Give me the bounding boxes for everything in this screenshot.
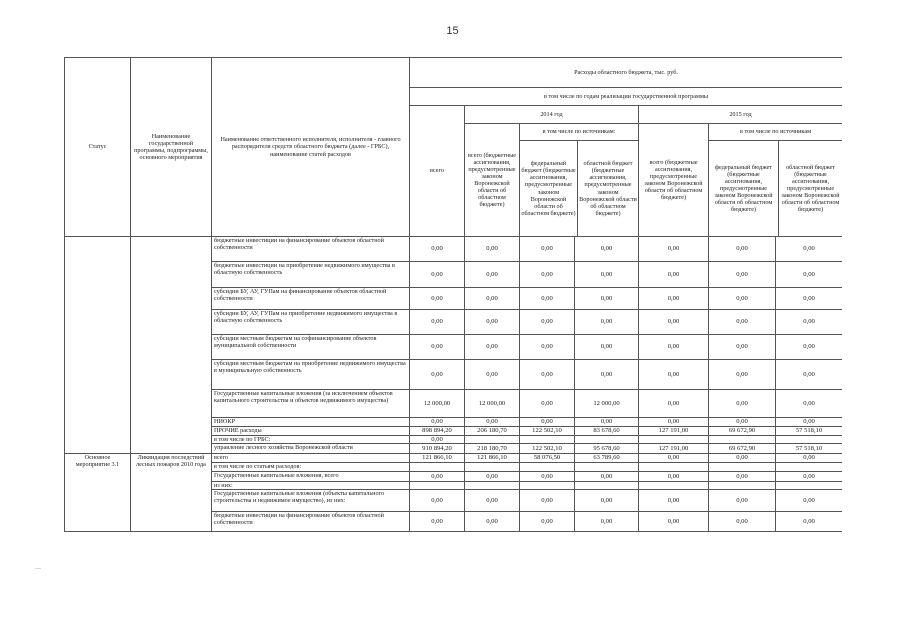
- row-label: из них:: [212, 482, 410, 490]
- cell-2015-regional: 0,00: [776, 472, 843, 482]
- table-row: [65, 454, 843, 463]
- cell-2014-regional: 0,00: [575, 262, 639, 288]
- cell-2015-regional: 0,00: [776, 454, 843, 463]
- header-executor: Наименование ответственного исполнителя, исполнителя - главного распорядителя средств областного бюджета (далее - ГРБС), наименование статей расходов: [212, 58, 410, 237]
- cell-2015-federal: [709, 463, 776, 472]
- cell-2015-regional: 0,00: [776, 418, 843, 427]
- table-row: [65, 237, 843, 262]
- cell-total: 0,00: [410, 512, 465, 532]
- cell-2014-federal: 0,00: [520, 472, 575, 482]
- cell-2015-total: [639, 435, 709, 444]
- cell-2014-total: 0,00: [465, 360, 520, 390]
- cell-2014-total: 121 866,10: [465, 454, 520, 463]
- activity-status: Основное мероприятие 3.1: [65, 454, 131, 532]
- cell-2014-federal: 0,00: [520, 418, 575, 427]
- header-2014-federal: федеральный бюджет (бюджетные ассигнования, предусмотренные законом Воронежской области об областном бюджете): [520, 141, 578, 236]
- cell-2015-regional: 57 518,10: [776, 426, 843, 435]
- cell-2015-federal: 0,00: [709, 262, 776, 288]
- cell-2014-federal: 122 502,10: [520, 426, 575, 435]
- cell-2015-federal: 0,00: [709, 454, 776, 463]
- cell-total: [410, 482, 465, 490]
- cell-total: 0,00: [410, 310, 465, 335]
- cell-2014-federal: 122 502,10: [520, 444, 575, 454]
- cell-2014-regional: 12 000,00: [575, 390, 639, 418]
- cell-2015-federal: 0,00: [709, 390, 776, 418]
- row-label: всего: [212, 454, 410, 463]
- cell-2014-total: 0,00: [465, 288, 520, 310]
- row-label: субсидии местным бюджетам на софинансирование объектов муниципальной собственности: [212, 335, 410, 360]
- header-status: Статус: [65, 58, 131, 237]
- cell-2015-total: 0,00: [639, 360, 709, 390]
- cell-2014-regional: [575, 482, 639, 490]
- page-number: 15: [446, 25, 459, 37]
- cell-total: [410, 463, 465, 472]
- row-label: в том числе по статьям расходов:: [212, 463, 410, 472]
- cell-total: 0,00: [410, 490, 465, 512]
- header-expenses: Расходы областного бюджета, тыс. руб.: [410, 58, 843, 88]
- budget-table: [64, 57, 842, 532]
- cell-2015-regional: 0,00: [776, 490, 843, 512]
- cell-2015-federal: 0,00: [709, 360, 776, 390]
- cell-total: 0,00: [410, 418, 465, 427]
- cell-total: 0,00: [410, 335, 465, 360]
- cell-2015-total: 0,00: [639, 418, 709, 427]
- cell-2015-total: 0,00: [639, 237, 709, 262]
- row-label: субсидии БУ, АУ, ГУПам на финансирование объектов областной собственности: [212, 288, 410, 310]
- cell-total: 0,00: [410, 288, 465, 310]
- cell-total: 12 000,00: [410, 390, 465, 418]
- cell-2015-federal: 0,00: [709, 418, 776, 427]
- cell-2014-total: 206 180,70: [465, 426, 520, 435]
- cell-2014-federal: 0,00: [520, 490, 575, 512]
- header-2014-sources: в том числе по источникам:: [520, 124, 638, 141]
- cell-2014-total: [465, 463, 520, 472]
- cell-2014-total: 218 180,70: [465, 444, 520, 454]
- cell-2014-federal: 0,00: [520, 512, 575, 532]
- cell-2015-total: [639, 482, 709, 490]
- cell-2015-regional: 0,00: [776, 335, 843, 360]
- cell-2015-federal: 0,00: [709, 288, 776, 310]
- cell-2014-total: 0,00: [465, 335, 520, 360]
- header-by-years: в том числе по годам реализации государственной программы: [410, 88, 843, 106]
- cell-2015-total: 0,00: [639, 335, 709, 360]
- cell-2014-federal: 0,00: [520, 262, 575, 288]
- cell-2014-total: 0,00: [465, 262, 520, 288]
- cell-2015-regional: [776, 482, 843, 490]
- cell-2015-total: 0,00: [639, 390, 709, 418]
- cell-2015-federal: 69 672,90: [709, 426, 776, 435]
- cell-2015-total: 0,00: [639, 490, 709, 512]
- cell-2015-total: 127 191,00: [639, 444, 709, 454]
- cell-2014-total: 0,00: [465, 472, 520, 482]
- cell-2014-total: 0,00: [465, 310, 520, 335]
- cell-2014-regional: 0,00: [575, 490, 639, 512]
- cell-2014-total: 0,00: [465, 237, 520, 262]
- budget-table-frame: [64, 57, 842, 568]
- cell-2015-total: 0,00: [639, 512, 709, 532]
- cell-2014-federal: [520, 435, 575, 444]
- main-rows: [65, 237, 843, 454]
- row-label: бюджетные инвестиции на приобретение недвижимого имущества в областную собственность: [212, 262, 410, 288]
- cell-2015-regional: 0,00: [776, 262, 843, 288]
- cell-2015-regional: 0,00: [776, 390, 843, 418]
- status-cell-empty: [65, 237, 131, 454]
- cell-2015-federal: 0,00: [709, 237, 776, 262]
- cell-total: 121 866,10: [410, 454, 465, 463]
- cell-2015-federal: 0,00: [709, 490, 776, 512]
- cell-2015-federal: 0,00: [709, 512, 776, 532]
- row-label: субсидии местным бюджетам на приобретение недвижимого имущества в муниципальную собственность: [212, 360, 410, 390]
- cell-2014-regional: 0,00: [575, 418, 639, 427]
- cell-2014-regional: [575, 435, 639, 444]
- row-label: Государственные капитальные вложения (за исключением объектов капитального строительства и объектов недвижимого имущества): [212, 390, 410, 418]
- cell-2014-federal: 0,00: [520, 335, 575, 360]
- header-total: всего: [410, 106, 465, 237]
- cell-2015-federal: 69 672,90: [709, 444, 776, 454]
- cell-2014-regional: 0,00: [575, 335, 639, 360]
- row-label: Государственные капитальные вложения, всего: [212, 472, 410, 482]
- header-year-2014: 2014 год: [465, 106, 639, 124]
- cell-2015-total: 0,00: [639, 288, 709, 310]
- cell-2015-federal: 0,00: [709, 335, 776, 360]
- activity-name: Ликвидация последствий лесных пожаров 2010 года: [131, 454, 212, 532]
- cell-2015-regional: [776, 463, 843, 472]
- cell-2015-regional: [776, 435, 843, 444]
- edge-mark: —: [35, 566, 41, 572]
- program-cell-empty: [131, 237, 212, 454]
- header-2015-regional: областной бюджет (бюджетные ассигнования, предусмотренные законом Воронежской области об областном бюджете): [781, 163, 840, 214]
- cell-2014-federal: [520, 482, 575, 490]
- cell-total: 898 894,20: [410, 426, 465, 435]
- cell-2014-federal: [520, 463, 575, 472]
- cell-2015-regional: 0,00: [776, 288, 843, 310]
- row-label: Государственные капитальные вложения (объекты капитального строительства и недвижимое имущество), из них:: [212, 490, 410, 512]
- cell-total: 0,00: [410, 360, 465, 390]
- cell-2014-regional: 0,00: [575, 360, 639, 390]
- header-2015-sources: в том числе по источникам: [709, 124, 842, 141]
- cell-2015-total: 0,00: [639, 262, 709, 288]
- cell-2015-total: 0,00: [639, 454, 709, 463]
- cell-2015-regional: 57 518,10: [776, 444, 843, 454]
- cell-2014-regional: 0,00: [575, 237, 639, 262]
- cell-2014-federal: 0,00: [520, 390, 575, 418]
- cell-2015-federal: 0,00: [709, 472, 776, 482]
- header-2014-regional: областной бюджет (бюджетные ассигнования, предусмотренные законом Воронежской области об областном бюджете): [579, 160, 637, 217]
- header-2015-total: всего (бюджетные ассигнования, предусмотренные законом Воронежской области об областном бюджете): [639, 124, 709, 237]
- cell-2014-regional: 0,00: [575, 512, 639, 532]
- row-label: управление лесного хозяйства Воронежской области: [212, 444, 410, 454]
- table-header: [65, 58, 843, 237]
- row-label: в том числе по ГРБС:: [212, 435, 410, 444]
- header-program-name: Наименование государственной программы, подпрограммы, основного мероприятия: [131, 58, 212, 237]
- cell-2014-regional: 0,00: [575, 310, 639, 335]
- row-label: НИОКР: [212, 418, 410, 427]
- row-label: бюджетные инвестиции на финансирование объектов областной собственности: [212, 512, 410, 532]
- cell-2015-regional: 0,00: [776, 237, 843, 262]
- cell-2014-regional: 0,00: [575, 288, 639, 310]
- cell-2014-federal: 0,00: [520, 360, 575, 390]
- cell-total: 0,00: [410, 472, 465, 482]
- cell-2014-total: [465, 435, 520, 444]
- cell-2015-regional: 0,00: [776, 310, 843, 335]
- row-label: субсидии БУ, АУ, ГУПам на приобретение недвижимого имущества в областную собственность: [212, 310, 410, 335]
- cell-2015-federal: [709, 435, 776, 444]
- cell-2015-federal: [709, 482, 776, 490]
- cell-total: 0,00: [410, 262, 465, 288]
- cell-2014-total: 0,00: [465, 512, 520, 532]
- cell-2014-regional: 0,00: [575, 472, 639, 482]
- cell-2015-federal: 0,00: [709, 310, 776, 335]
- cell-2015-regional: 0,00: [776, 360, 843, 390]
- row-label: бюджетные инвестиции на финансирование объектов областной собственности: [212, 237, 410, 262]
- cell-2015-total: 127 191,00: [639, 426, 709, 435]
- cell-2014-federal: 0,00: [520, 237, 575, 262]
- cell-total: 910 894,20: [410, 444, 465, 454]
- cell-2015-total: 0,00: [639, 472, 709, 482]
- cell-total: 0,00: [410, 237, 465, 262]
- cell-2014-federal: 58 076,50: [520, 454, 575, 463]
- cell-2014-regional: [575, 463, 639, 472]
- cell-2015-total: [639, 463, 709, 472]
- header-2014-total: всего (бюджетные ассигнования, предусмотренные законом Воронежской области об областном бюджете): [465, 124, 520, 237]
- cell-total: 0,00: [410, 435, 465, 444]
- cell-2014-regional: 63 789,60: [575, 454, 639, 463]
- header-2015-federal: федеральный бюджет (бюджетные ассигнования, предусмотренные законом Воронежской области об областном бюджете): [709, 141, 779, 236]
- cell-2014-total: 0,00: [465, 418, 520, 427]
- row-label: ПРОЧИЕ расходы: [212, 426, 410, 435]
- header-year-2015: 2015 год: [639, 106, 843, 124]
- cell-2014-total: 0,00: [465, 490, 520, 512]
- cell-2014-regional: 95 678,60: [575, 444, 639, 454]
- cell-2014-total: 12 000,00: [465, 390, 520, 418]
- cell-2014-regional: 83 678,60: [575, 426, 639, 435]
- cell-2014-federal: 0,00: [520, 288, 575, 310]
- activity-rows: [65, 454, 843, 532]
- cell-2015-regional: 0,00: [776, 512, 843, 532]
- cell-2014-total: [465, 482, 520, 490]
- cell-2014-federal: 0,00: [520, 310, 575, 335]
- cell-2015-total: 0,00: [639, 310, 709, 335]
